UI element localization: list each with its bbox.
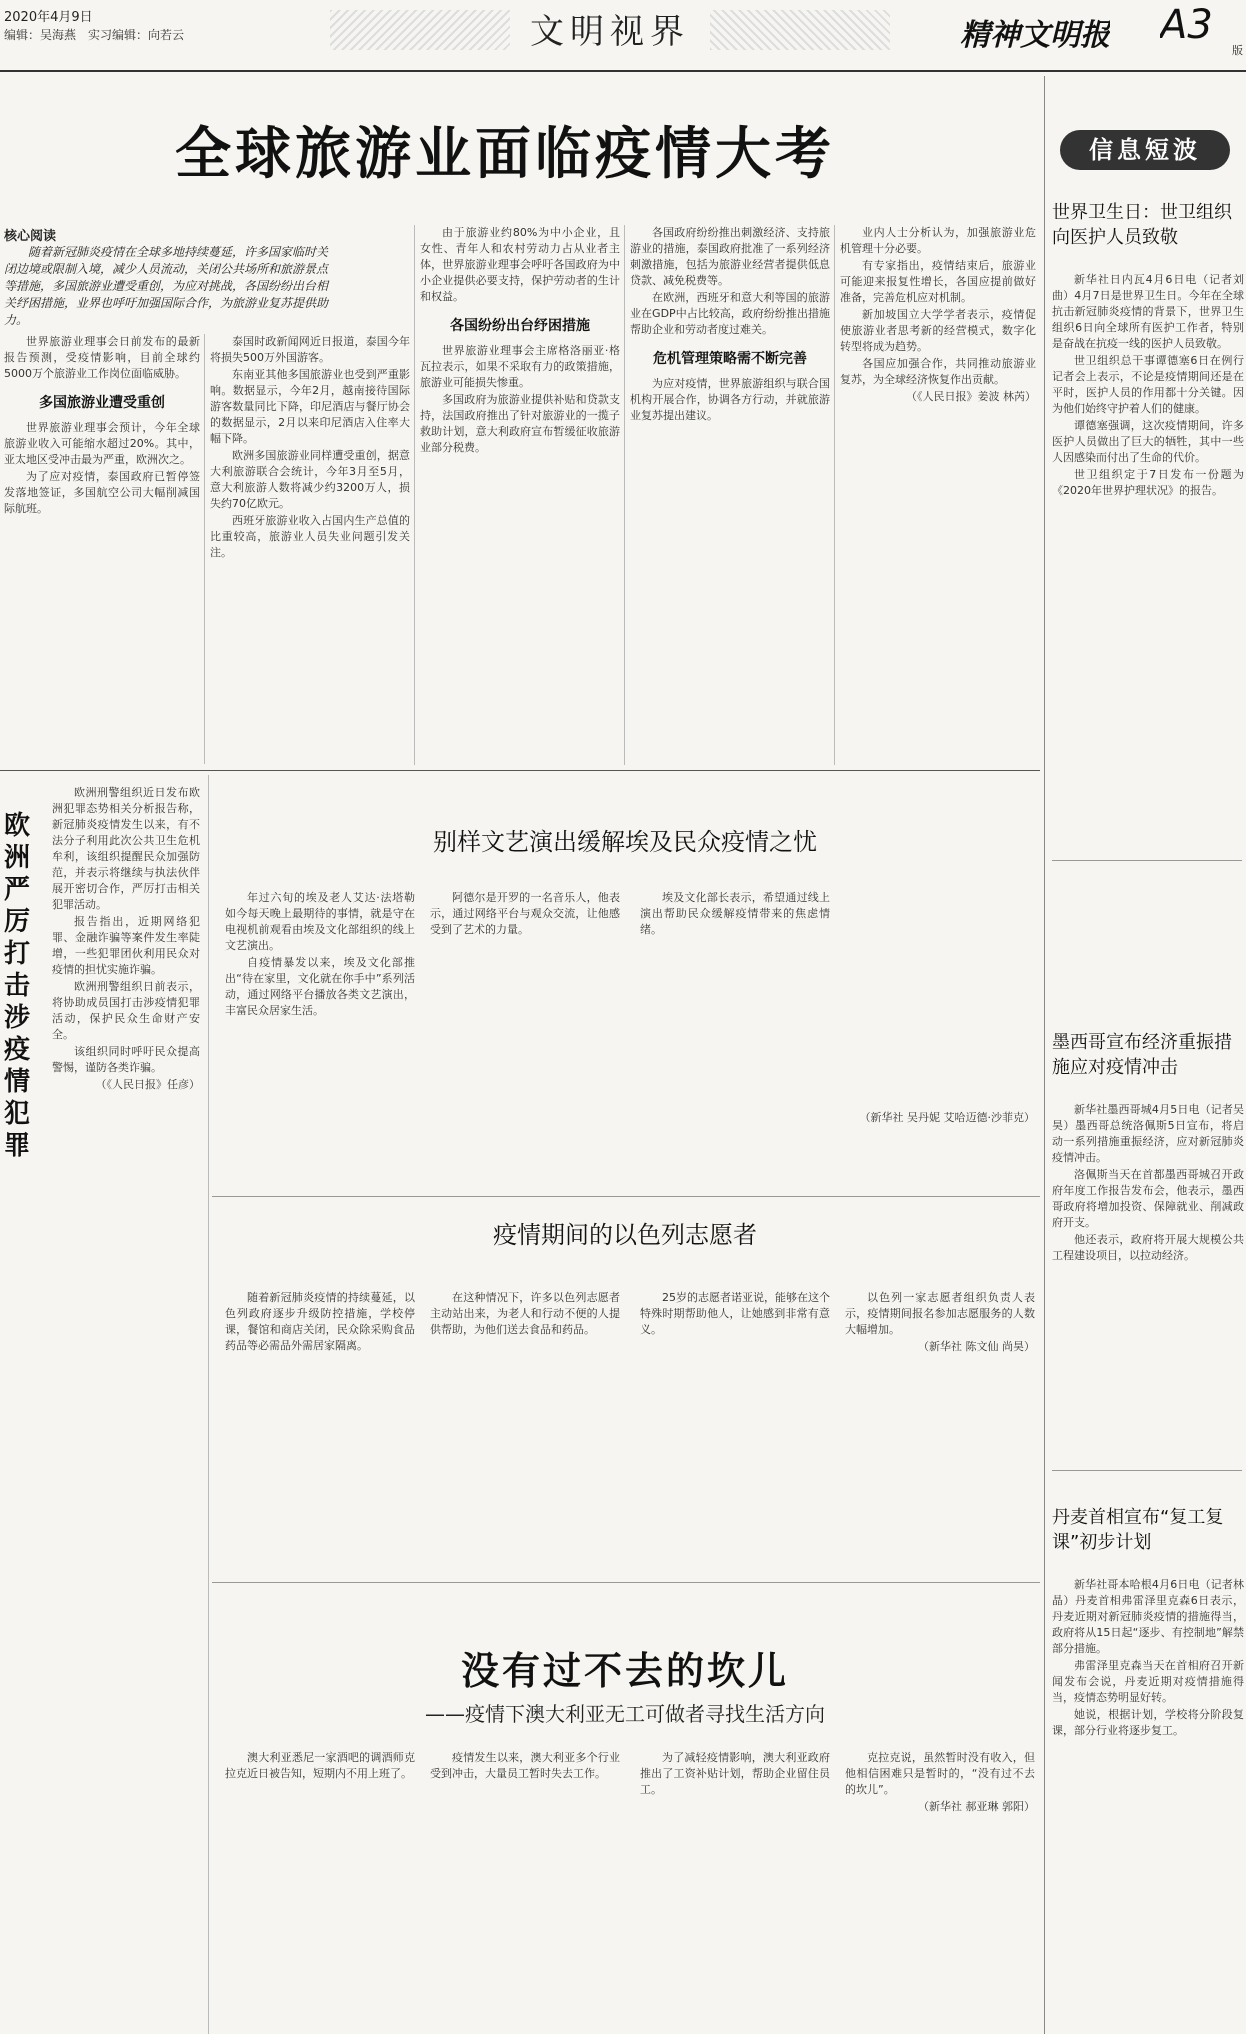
left-article-body xyxy=(52,785,200,2025)
section-title: 文明视界 xyxy=(530,12,690,52)
paragraph: 多国政府为旅游业提供补贴和贷款支持，法国政府推出了针对旅游业的一揽子救助计划，意大利政府宣布暂缓征收旅游业部分税费。 xyxy=(420,393,620,454)
page-suffix: 版 xyxy=(1232,44,1243,57)
sidebar-brief-1 xyxy=(1052,200,1244,850)
paragraph: 25岁的志愿者诺亚说，能够在这个特殊时期帮助他人，让她感到非常有意义。 xyxy=(640,1291,830,1336)
main-col-1 xyxy=(4,334,200,764)
paragraph: 各国应加强合作，共同推动旅游业复苏，为全球经济恢复作出贡献。 xyxy=(840,357,1036,386)
article-australia-col-1 xyxy=(225,1750,415,2025)
paragraph: 泰国时政新闻网近日报道，泰国今年将损失500万外国游客。 xyxy=(210,335,410,364)
lead-label: 核心阅读 xyxy=(4,229,57,244)
article-egypt-col-1 xyxy=(225,890,415,1180)
subhead: 多国旅游业遭受重创 xyxy=(39,395,165,411)
article-australia-col-4 xyxy=(845,1750,1035,2025)
header-rule xyxy=(0,70,1246,72)
main-col-3 xyxy=(420,225,620,765)
sidebar-divider xyxy=(1044,76,1045,2034)
sidebar-rule xyxy=(1052,1470,1242,1471)
article-egypt-col-4 xyxy=(845,890,1035,1180)
paragraph: 世界旅游业理事会日前发布的最新报告预测，受疫情影响，目前全球约5000万个旅游业工作岗位面临威胁。 xyxy=(4,335,200,380)
article-egypt-col-2 xyxy=(430,890,620,1180)
col-divider xyxy=(624,225,625,765)
paragraph: 由于旅游业约80%为中小企业，且女性、青年人和农村劳动力占从业者主体，世界旅游业理事会呼吁各国政府为中小企业提供必要支持，保护劳动者的生计和权益。 xyxy=(420,226,620,303)
sidebar-brief-2 xyxy=(1052,1030,1244,1450)
paragraph: 新加坡国立大学学者表示，疫情促使旅游业者思考新的经营模式，数字化转型将成为趋势。 xyxy=(840,308,1036,353)
paragraph: 该组织同时呼吁民众提高警惕，谨防各类诈骗。 xyxy=(52,1045,200,1074)
main-headline: 全球旅游业面临疫情大考 xyxy=(175,122,835,187)
paragraph: 随着新冠肺炎疫情的持续蔓延，以色列政府逐步升级防控措施，学校停课，餐馆和商店关闭，民众除采购食品药品等必需品外需居家隔离。 xyxy=(225,1291,415,1352)
paragraph: 克拉克说，虽然暂时没有收入，但他相信困难只是暂时的，“没有过不去的坎儿”。 xyxy=(845,1751,1035,1796)
paragraph: 自疫情暴发以来，埃及文化部推出“待在家里，文化就在你手中”系列活动，通过网络平台播放各类文艺演出，丰富民众居家生活。 xyxy=(225,956,415,1017)
col-divider xyxy=(208,775,209,2034)
left-article-title: 欧洲严厉打击涉疫情犯罪 xyxy=(4,811,31,1161)
brief-title: 墨西哥宣布经济重振措施应对疫情冲击 xyxy=(1052,1032,1232,1078)
brief-title: 丹麦首相宣布“复工复课”初步计划 xyxy=(1052,1507,1224,1553)
paragraph: 欧洲刑警组织近日发布欧洲犯罪态势相关分析报告称，新冠肺炎疫情发生以来，有不法分子利用此次公共卫生危机牟利，该组织提醒民众加强防范，并表示将继续与执法伙伴展开密切合作，严厉打击相关犯罪活动。 xyxy=(52,786,200,911)
col-divider xyxy=(204,334,205,764)
section-rule xyxy=(212,1196,1040,1197)
article-israel-col-4 xyxy=(845,1290,1035,1560)
brief-title: 世界卫生日：世卫组织向医护人员致敬 xyxy=(1052,202,1232,248)
paragraph: 欧洲多国旅游业同样遭受重创，据意大利旅游联合会统计，今年3月至5月，意大利旅游人数将减少约3200万人，损失约70亿欧元。 xyxy=(210,449,410,510)
paragraph: 他还表示，政府将开展大规模公共工程建设项目，以拉动经济。 xyxy=(1052,1233,1244,1262)
paragraph: 报告指出，近期网络犯罪、金融诈骗等案件发生率陡增，一些犯罪团伙利用民众对疫情的担忧实施诈骗。 xyxy=(52,915,200,976)
source-credit: （新华社 郝亚琳 郭阳） xyxy=(918,1800,1035,1813)
paragraph: 为应对疫情，世界旅游组织与联合国机构开展合作，协调各方行动，并就旅游业复苏提出建议。 xyxy=(630,377,830,422)
header-ornament-right xyxy=(710,10,890,50)
source-credit: （《人民日报》任彦） xyxy=(95,1078,200,1091)
paragraph: 洛佩斯当天在首都墨西哥城召开政府年度工作报告发布会，他表示，墨西哥政府将增加投资、保障就业、削减政府开支。 xyxy=(1052,1168,1244,1229)
paragraph: 她说，根据计划，学校将分阶段复课，部分行业将逐步复工。 xyxy=(1052,1708,1244,1737)
issue-date: 2020年4月9日 xyxy=(4,10,93,25)
paragraph: 欧洲刑警组织日前表示，将协助成员国打击涉疫情犯罪活动，保护民众生命财产安全。 xyxy=(52,980,200,1041)
subhead: 危机管理策略需不断完善 xyxy=(653,351,807,367)
article-israel-col-1 xyxy=(225,1290,415,1560)
article-australia-col-3 xyxy=(640,1750,830,2025)
article-australia-col-2 xyxy=(430,1750,620,2025)
section-rule xyxy=(0,770,1040,771)
source-credit: （新华社 陈文仙 尚昊） xyxy=(918,1340,1035,1353)
editors: 编辑：吴海燕 实习编辑：向若云 xyxy=(4,28,185,42)
paragraph: 阿德尔是开罗的一名音乐人，他表示，通过网络平台与观众交流，让他感受到了艺术的力量。 xyxy=(430,891,620,936)
col-divider xyxy=(834,225,835,765)
masthead xyxy=(0,0,1246,72)
paragraph: 世界旅游业理事会主席格洛丽亚·格瓦拉表示，如果不采取有力的政策措施，旅游业可能损失惨重。 xyxy=(420,344,620,389)
paragraph: 疫情发生以来，澳大利亚多个行业受到冲击，大量员工暂时失去工作。 xyxy=(430,1751,620,1780)
col-divider xyxy=(414,225,415,765)
main-col-2 xyxy=(210,334,410,764)
section-rule xyxy=(212,1582,1040,1583)
article-egypt-col-3 xyxy=(640,890,830,1180)
article-australia-title: 没有过不去的坎儿 xyxy=(460,1649,789,1693)
paragraph: 各国政府纷纷推出刺激经济、支持旅游业的措施，泰国政府批准了一系列经济刺激措施，包括为旅游业经营者提供低息贷款、减免税费等。 xyxy=(630,226,830,287)
source-credit: （《人民日报》姜波 林芮） xyxy=(906,390,1036,403)
source-credit: （新华社 吴丹妮 艾哈迈德·沙菲克） xyxy=(859,1111,1035,1124)
paragraph: 在欧洲，西班牙和意大利等国的旅游业在GDP中占比较高，政府纷纷推出措施帮助企业和劳动者度过难关。 xyxy=(630,291,830,336)
paragraph: 世卫组织定于7日发布一份题为《2020年世界护理状况》的报告。 xyxy=(1052,468,1244,497)
paragraph: 世卫组织总干事谭德塞6日在例行记者会上表示，不论是疫情期间还是在平时，医护人员的作用都十分关键。因为他们始终守护着人们的健康。 xyxy=(1052,354,1244,415)
paragraph: 业内人士分析认为，加强旅游业危机管理十分必要。 xyxy=(840,226,1036,255)
paragraph: 新华社日内瓦4月6日电（记者刘曲）4月7日是世界卫生日。今年在全球抗击新冠肺炎疫情的背景下，世界卫生组织6日向全球所有医护工作者，特别是奋战在抗疫一线的医护人员致敬。 xyxy=(1052,273,1244,350)
sidebar-rule xyxy=(1052,860,1242,861)
article-israel-col-3 xyxy=(640,1290,830,1560)
article-israel-title: 疫情期间的以色列志愿者 xyxy=(493,1221,757,1249)
paragraph: 新华社墨西哥城4月5日电（记者吴昊）墨西哥总统洛佩斯5日宣布，将启动一系列措施重振经济，应对新冠肺炎疫情冲击。 xyxy=(1052,1103,1244,1164)
article-egypt-title: 别样文艺演出缓解埃及民众疫情之忧 xyxy=(433,828,817,856)
page-number: A3 xyxy=(1160,2,1213,48)
paragraph: 年过六旬的埃及老人艾达·法塔勒如今每天晚上最期待的事情，就是守在电视机前观看由埃及文化部组织的线上文艺演出。 xyxy=(225,891,415,952)
paragraph: 澳大利亚悉尼一家酒吧的调酒师克拉克近日被告知，短期内不用上班了。 xyxy=(225,1751,415,1780)
main-col-4 xyxy=(630,225,830,765)
paragraph: 埃及文化部长表示，希望通过线上演出帮助民众缓解疫情带来的焦虑情绪。 xyxy=(640,891,830,936)
subhead: 各国纷纷出台纾困措施 xyxy=(450,318,590,334)
paragraph: 以色列一家志愿者组织负责人表示，疫情期间报名参加志愿服务的人数大幅增加。 xyxy=(845,1291,1035,1336)
paragraph: 新华社哥本哈根4月6日电（记者林晶）丹麦首相弗雷泽里克森6日表示，丹麦近期对新冠肺炎疫情的措施得当，政府将从15日起“逐步、有控制地”解禁部分措施。 xyxy=(1052,1578,1244,1655)
paragraph: 有专家指出，疫情结束后，旅游业可能迎来报复性增长，各国应提前做好准备，完善危机应对机制。 xyxy=(840,259,1036,304)
paragraph: 西班牙旅游业收入占国内生产总值的比重较高，旅游业人员失业问题引发关注。 xyxy=(210,514,410,559)
article-israel-col-2 xyxy=(430,1290,620,1560)
paragraph: 弗雷泽里克森当天在首相府召开新闻发布会说，丹麦近期对疫情措施得当，疫情态势明显好转。 xyxy=(1052,1659,1244,1704)
paragraph: 为了减轻疫情影响，澳大利亚政府推出了工资补贴计划，帮助企业留住员工。 xyxy=(640,1751,830,1796)
article-australia-subtitle: ——疫情下澳大利亚无工可做者寻找生活方向 xyxy=(425,1702,825,1726)
paper-name: 精神文明报 xyxy=(960,18,1110,53)
paragraph: 为了应对疫情，泰国政府已暂停签发落地签证，多国航空公司大幅削减国际航班。 xyxy=(4,470,200,515)
paragraph: 世界旅游业理事会预计，今年全球旅游业收入可能缩水超过20%。其中，亚太地区受冲击最为严重，欧洲次之。 xyxy=(4,421,200,466)
sidebar-brief-3 xyxy=(1052,1505,1244,2025)
header-ornament-left xyxy=(330,10,510,50)
sidebar-badge: 信息短波 xyxy=(1060,130,1230,170)
main-col-5 xyxy=(840,225,1036,765)
paragraph: 在这种情况下，许多以色列志愿者主动站出来，为老人和行动不便的人提供帮助，为他们送去食品和药品。 xyxy=(430,1291,620,1336)
paragraph: 谭德塞强调，这次疫情期间，许多医护人员做出了巨大的牺牲，其中一些人因感染而付出了生命的代价。 xyxy=(1052,419,1244,464)
paragraph: 东南亚其他多国旅游业也受到严重影响。数据显示，今年2月，越南接待国际游客数量同比下降，印尼酒店与餐厅协会的数据显示，2月以来印尼酒店入住率大幅下降。 xyxy=(210,368,410,445)
lead-text: 随着新冠肺炎疫情在全球多地持续蔓延，许多国家临时关闭边境或限制入境，减少人员流动，关闭公共场所和旅游景点等措施，多国旅游业遭受重创，为应对挑战，各国纷纷出台相关纾困措施，业界也呼吁加强国际合作，为旅游业复苏提供助力。 xyxy=(4,245,329,327)
